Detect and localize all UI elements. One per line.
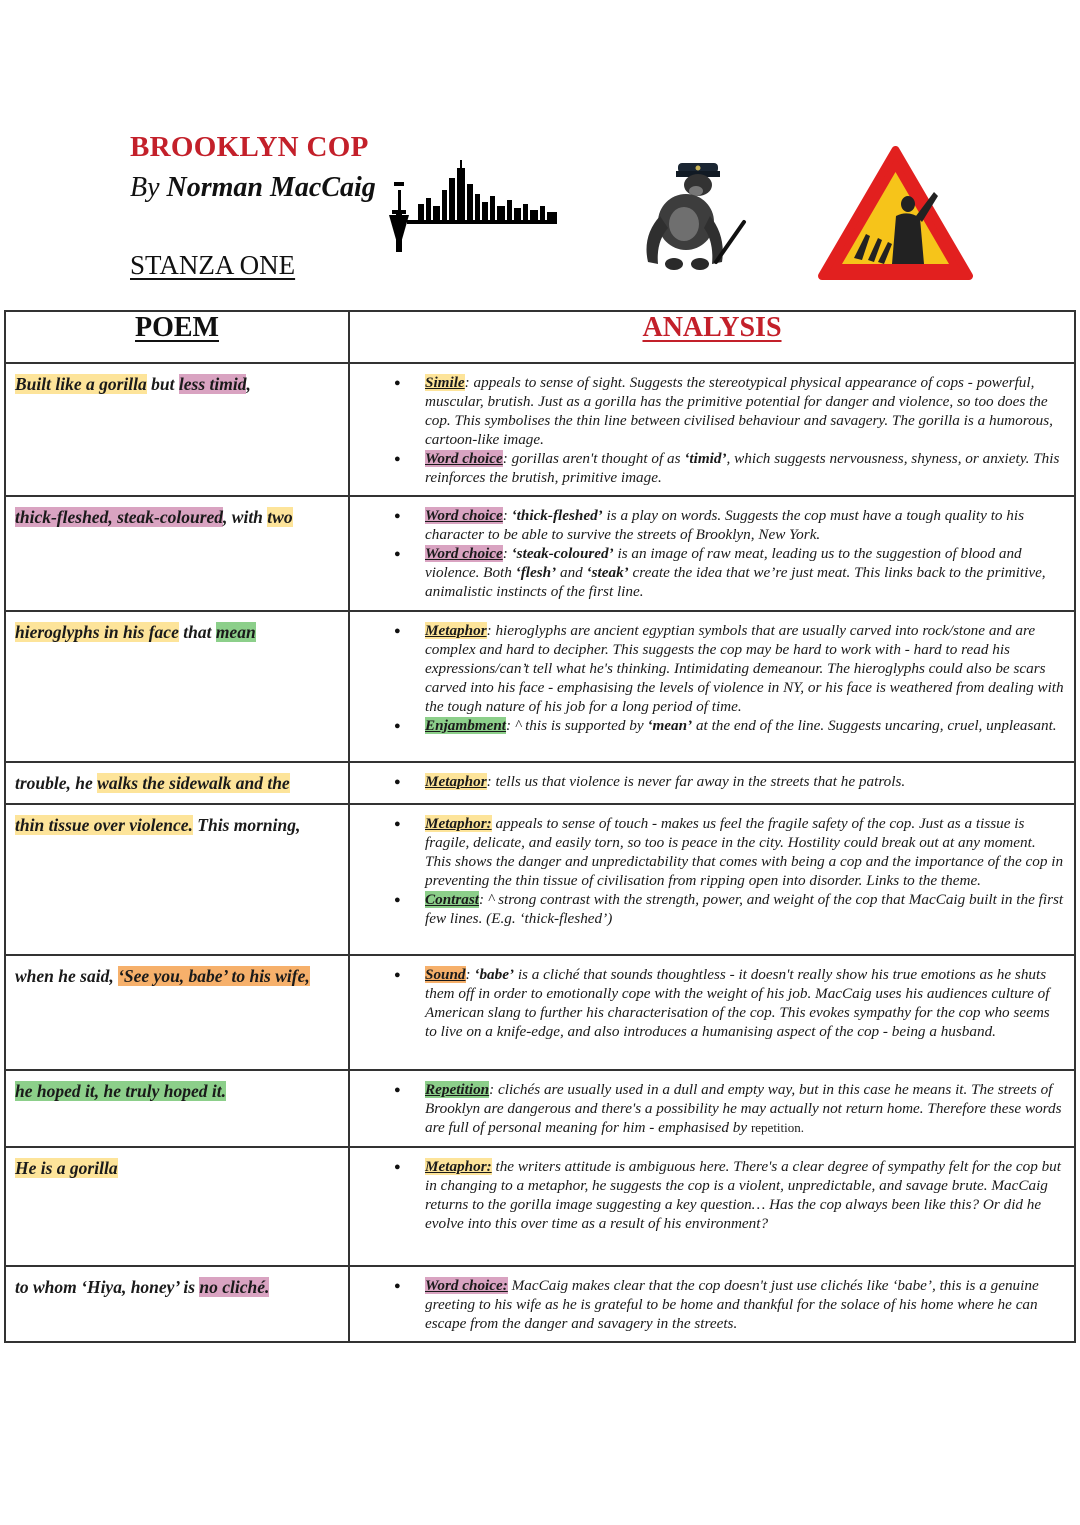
table-row [5,496,1075,611]
highlight-yellow: He is a gorilla [15,1158,118,1178]
highlight-orange: ‘See you, babe’ to his wife, [118,966,310,986]
poem-text: that [178,622,216,642]
analysis-point [425,621,1064,716]
technique-label: Word choice [425,450,503,467]
quote: ‘mean’ [647,717,693,734]
table-row [5,1266,1075,1342]
table-row [5,363,1075,496]
analysis-text: MacCaig makes clear that the cop doesn't just use clichés like ‘babe’, this is a genuine greeting to his wife as he is grateful to be home and thankful for the solace of his home where he can escape from the danger and savagery in the streets. [425,1277,1039,1332]
analysis-table [4,310,1076,1343]
poem-text: , with [223,507,268,527]
technique-label: Contrast [425,891,480,908]
analysis-point [425,814,1064,890]
new-york-skyline-image [352,160,564,252]
technique-label: Simile [425,374,465,391]
poem-text: when he said, [15,966,119,986]
by-prefix: By [130,172,167,203]
analysis-text: appeals to sense of touch - makes us feel the fragile safety of the cop. Just as a tissue is fragile, delicate, and easily torn, so too is peace in the city. Hostility could break out at any moment. This shows the danger and unpredictability that comes with being a cop and the importance of the cop in preventing the thin tissue of civilisation from ripping open into disorder. Links to the theme. [425,815,1064,889]
quote: ‘thick-fleshed’ [511,507,603,524]
analysis-text: : appeals to sense of sight. Suggests the stereotypical physical appearance of cops - powerful, muscular, brutish. Just as a gorilla has the primitive potential for danger and violence, so too does the cop. This symbolises the thin line between civilised behaviour and savagery. The gorilla is a humorous, cartoon-like image. [425,374,1053,448]
analysis-text: , which suggests nervousness, shyness, or anxiety. This reinforces the brutish, primitive image. [425,450,1060,486]
analysis-text: : gorillas aren't thought of as [502,450,685,467]
poem-line [5,363,349,496]
analysis-text: is an image of raw meat, leading us to the suggestion of blood and violence. Both [425,545,1022,581]
analysis-cell [349,1147,1075,1266]
analysis-point [425,1157,1064,1233]
technique-label: Metaphor: [425,815,492,832]
analysis-column-header [349,311,1075,363]
analysis-text: the writers attitude is ambiguous here. There's a clear degree of sympathy felt for the cop but in changing to a metaphor, he suggests the cop is a violent, unpredictable, and savage brute. MacCaig returns to the gorilla image suggesting a key question… Has the cop always been like this? Or did he evolve into this over time as a result of his environment? [425,1158,1061,1232]
poem-line [5,1266,349,1342]
highlight-pink: less timid [178,374,247,394]
police-warning-sign [818,146,973,280]
poem-line [5,955,349,1070]
analysis-cell [349,363,1075,496]
analysis-point [425,506,1064,544]
analysis-text: : ^ this is supported by [506,717,648,734]
table-row [5,1147,1075,1266]
quote: ‘steak-coloured’ [511,545,614,562]
highlight-yellow: thin tissue over violence. [15,815,193,835]
table-row [5,611,1075,762]
table-row [5,1070,1075,1147]
poem-column-header [5,311,349,363]
technique-label: Word choice [425,545,503,562]
technique-label: Enjambment [425,717,507,734]
analysis-text: : tells us that violence is never far away in the streets that he patrols. [486,773,906,790]
analysis-text: : [465,966,475,983]
quote: ‘babe’ [474,966,515,983]
analysis-cell [349,496,1075,611]
table-header-row [5,311,1075,363]
highlight-yellow: hieroglyphs in his face [15,622,179,642]
stanza-label: STANZA ONE [130,250,296,280]
poem-line [5,762,349,804]
poem-line [5,1147,349,1266]
analysis-cell [349,804,1075,955]
analysis-point [425,544,1064,601]
poem-line [5,1070,349,1147]
analysis-cell [349,1070,1075,1147]
highlight-green: mean [215,622,256,642]
analysis-point [425,1080,1064,1137]
analysis-point [425,772,1064,791]
poem-text: , [246,374,251,394]
poem-text: to whom ‘Hiya, honey’ is [15,1277,200,1297]
analysis-text: create the idea that we’re just meat. This links back to the primitive, animalistic instincts of the first line. [425,564,1046,600]
analysis-point [425,890,1064,928]
analysis-cell [349,762,1075,804]
poem-text: This morning, [192,815,301,835]
poem-line [5,611,349,762]
byline [130,172,376,204]
analysis-point [425,1276,1064,1333]
highlight-pink: no cliché. [199,1277,270,1297]
table-row [5,804,1075,955]
analysis-cell [349,1266,1075,1342]
analysis-text: at the end of the line. Suggests uncaring, cruel, unpleasant. [692,717,1057,734]
highlight-yellow: two [267,507,293,527]
technique-label: Word choice [425,507,503,524]
analysis-text-small: repetition. [750,1120,805,1135]
technique-label: Sound [425,966,466,983]
highlight-yellow: walks the sidewalk and the [97,773,290,793]
analysis-text: : [502,545,512,562]
quote: ‘steak’ [586,564,629,581]
table-row [5,762,1075,804]
poem-text: trouble, he [15,773,98,793]
analysis-text: : [502,507,512,524]
analysis-header-label: ANALYSIS [642,312,782,343]
gorilla-cop-image [630,158,750,276]
analysis-text: : clichés are usually used in a dull and empty way, but in this case he means it. The streets of Brooklyn are dangerous and there's a possibility he may actually not return home. Therefore these words are full of personal meaning for him - emphasised by [425,1081,1062,1136]
analysis-point [425,373,1064,449]
analysis-text: is a play on words. Suggests the cop must have a tough quality to his character to be able to survive the streets of Brooklyn, New York. [425,507,1025,543]
highlight-green: he hoped it, he truly hoped it. [15,1081,226,1101]
analysis-cell [349,955,1075,1070]
author-name: Norman MacCaig [166,172,376,203]
analysis-point [425,716,1064,735]
technique-label: Metaphor: [425,1158,492,1175]
poem-line [5,496,349,611]
technique-label: Word choice: [425,1277,508,1294]
page-title: BROOKLYN COP [130,131,369,163]
analysis-cell [349,611,1075,762]
poem-header-label: POEM [135,312,219,343]
poem-text: but [146,374,179,394]
poem-line [5,804,349,955]
technique-label: Repetition [425,1081,490,1098]
quote: ‘flesh’ [515,564,557,581]
analysis-point [425,449,1064,487]
technique-label: Metaphor [425,622,487,639]
analysis-text: : hieroglyphs are ancient egyptian symbols that are usually carved into rock/stone and are complex and hard to decipher. This suggests the cop may be hard to work with - hard to read his expressions/can’t tell what he's thinking. Intimidating demeanour. The hieroglyphs could also be scars carved into his face - emphasising the levels of violence in NY, or his face is weathered from dealing with the tough nature of his job for a long period of time. [425,622,1064,715]
analysis-text: is a cliché that sounds thoughtless - it doesn't really show his true emotions as he shuts them off in order to emotionally cope with the weight of his job. MacCaig uses his audiences culture of American slang to further his characterisation of the cop. This evokes sympathy for the cop who seems to live on a knife-edge, and also introduces a humanising aspect of the cop - being a husband. [425,966,1050,1040]
table-row [5,955,1075,1070]
technique-label: Metaphor [425,773,487,790]
quote: ‘timid’ [684,450,727,467]
analysis-point [425,965,1064,1041]
analysis-text: : ^ strong contrast with the strength, power, and weight of the cop that MacCaig built in the first few lines. (E.g. ‘thick-fleshed’) [425,891,1064,927]
analysis-text: and [556,564,587,581]
highlight-yellow: Built like a gorilla [15,374,147,394]
highlight-pink: thick-fleshed, steak-coloured [15,507,224,527]
